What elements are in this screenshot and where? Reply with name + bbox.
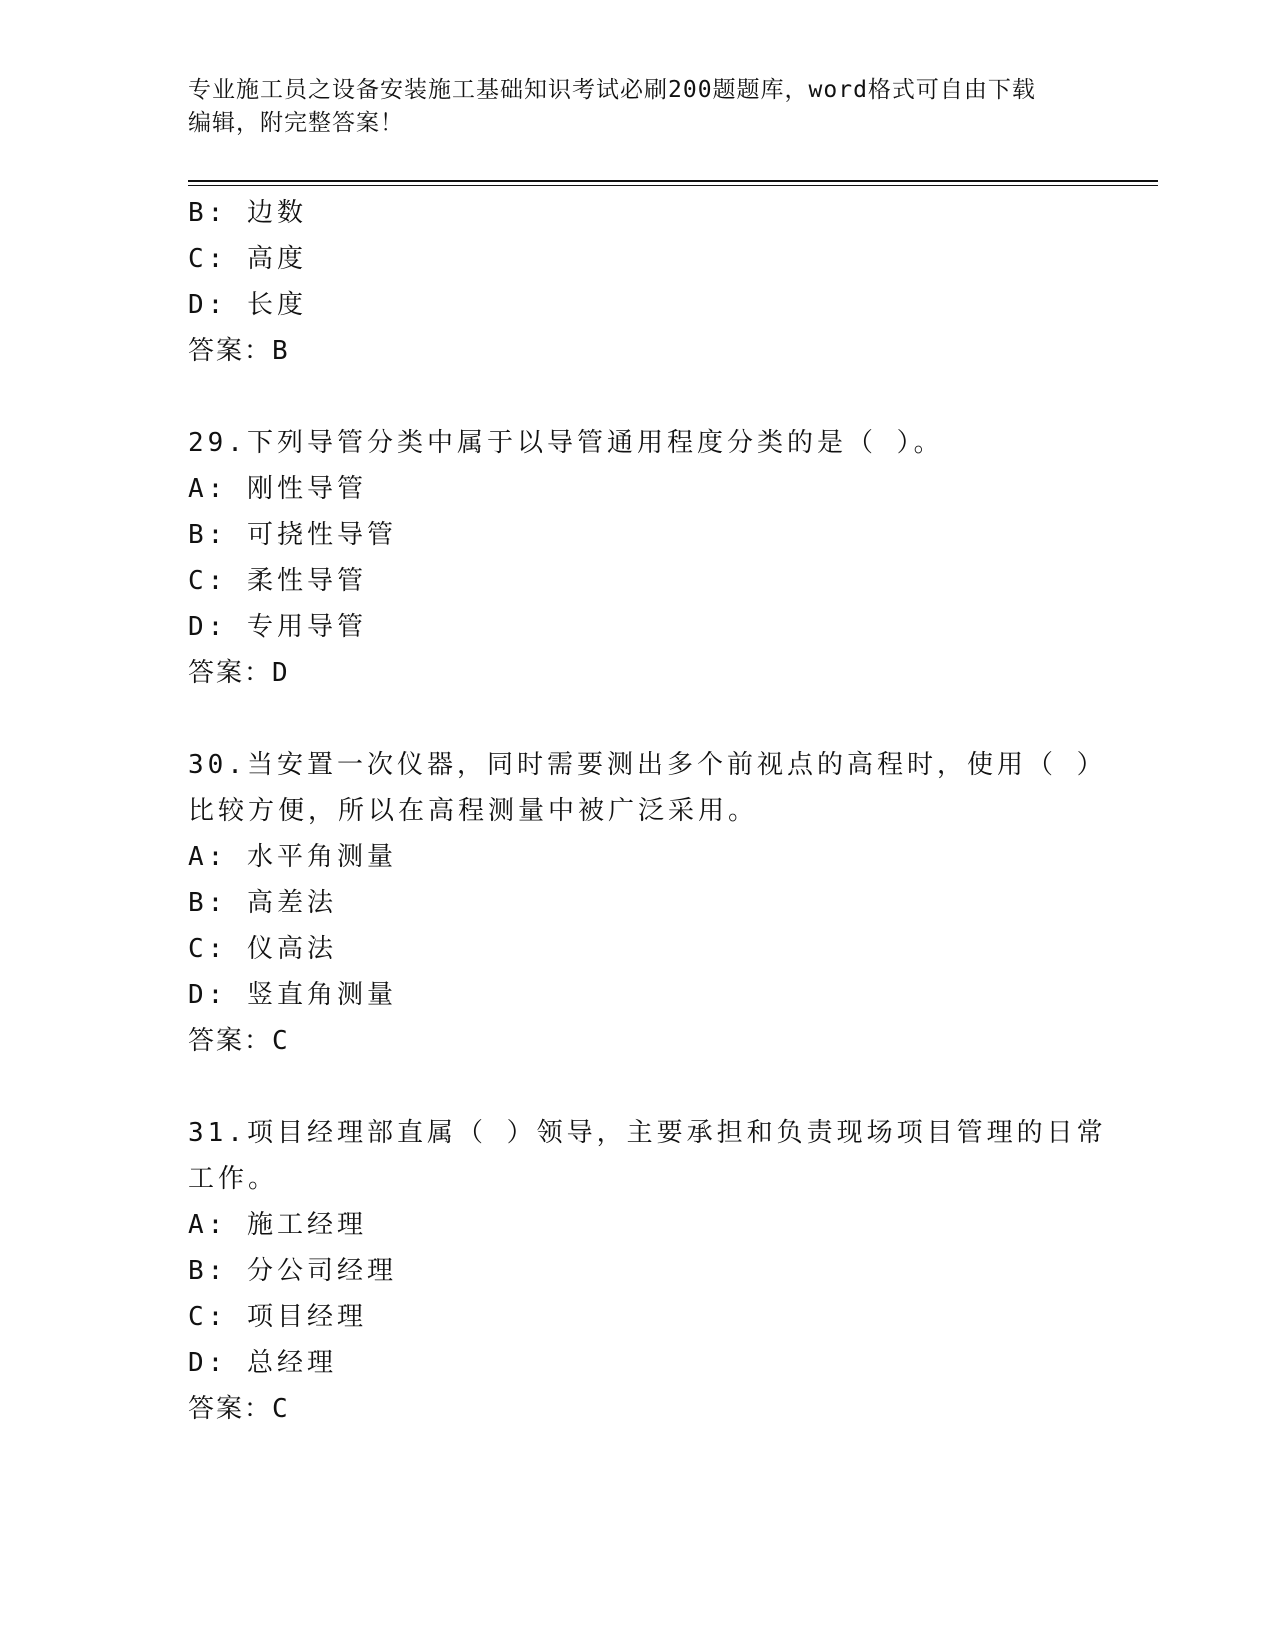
answer: 答案：C <box>188 1026 290 1056</box>
option-d: D: 专用导管 <box>188 612 367 642</box>
answer: 答案：D <box>188 658 290 688</box>
option-d: D: 竖直角测量 <box>188 980 397 1010</box>
spacer <box>188 1064 1088 1110</box>
header-divider-thick <box>188 180 1158 182</box>
question-text-line-2: 比较方便，所以在高程测量中被广泛采用。 <box>188 796 759 826</box>
option-c: C: 柔性导管 <box>188 566 367 596</box>
header-line-1: 专业施工员之设备安装施工基础知识考试必刷200题题库，word格式可自由下载 <box>188 77 1036 103</box>
option-b: B: 分公司经理 <box>188 1256 397 1286</box>
option-a: A: 施工经理 <box>188 1210 367 1240</box>
option-c: C: 项目经理 <box>188 1302 367 1332</box>
spacer <box>188 696 1088 742</box>
header-divider-thin <box>188 185 1158 186</box>
option-d: D: 总经理 <box>188 1348 337 1378</box>
question-31 <box>188 1110 1107 1432</box>
option-b: B: 高差法 <box>188 888 337 918</box>
question-28-tail <box>188 190 1088 374</box>
question-30 <box>188 742 1107 1064</box>
option-a: A: 水平角测量 <box>188 842 397 872</box>
option-d: D: 长度 <box>188 290 307 320</box>
question-list <box>188 190 1107 1432</box>
option-b: B: 边数 <box>188 198 307 228</box>
option-c: C: 仪高法 <box>188 934 337 964</box>
answer: 答案：C <box>188 1394 290 1424</box>
question-text: 29.下列导管分类中属于以导管通用程度分类的是（ ）。 <box>188 428 944 458</box>
header-line-2: 编辑，附完整答案！ <box>188 110 404 136</box>
question-text-line-1: 30.当安置一次仪器，同时需要测出多个前视点的高程时，使用（ ） <box>188 750 1107 780</box>
option-a: A: 刚性导管 <box>188 474 367 504</box>
question-text-line-2: 工作。 <box>188 1164 279 1194</box>
question-text-line-1: 31.项目经理部直属（ ）领导，主要承担和负责现场项目管理的日常 <box>188 1118 1107 1148</box>
option-b: B: 可挠性导管 <box>188 520 397 550</box>
question-29 <box>188 420 1088 696</box>
spacer <box>188 374 1088 420</box>
answer: 答案：B <box>188 336 290 366</box>
option-c: C: 高度 <box>188 244 307 274</box>
document-header <box>188 74 1088 140</box>
